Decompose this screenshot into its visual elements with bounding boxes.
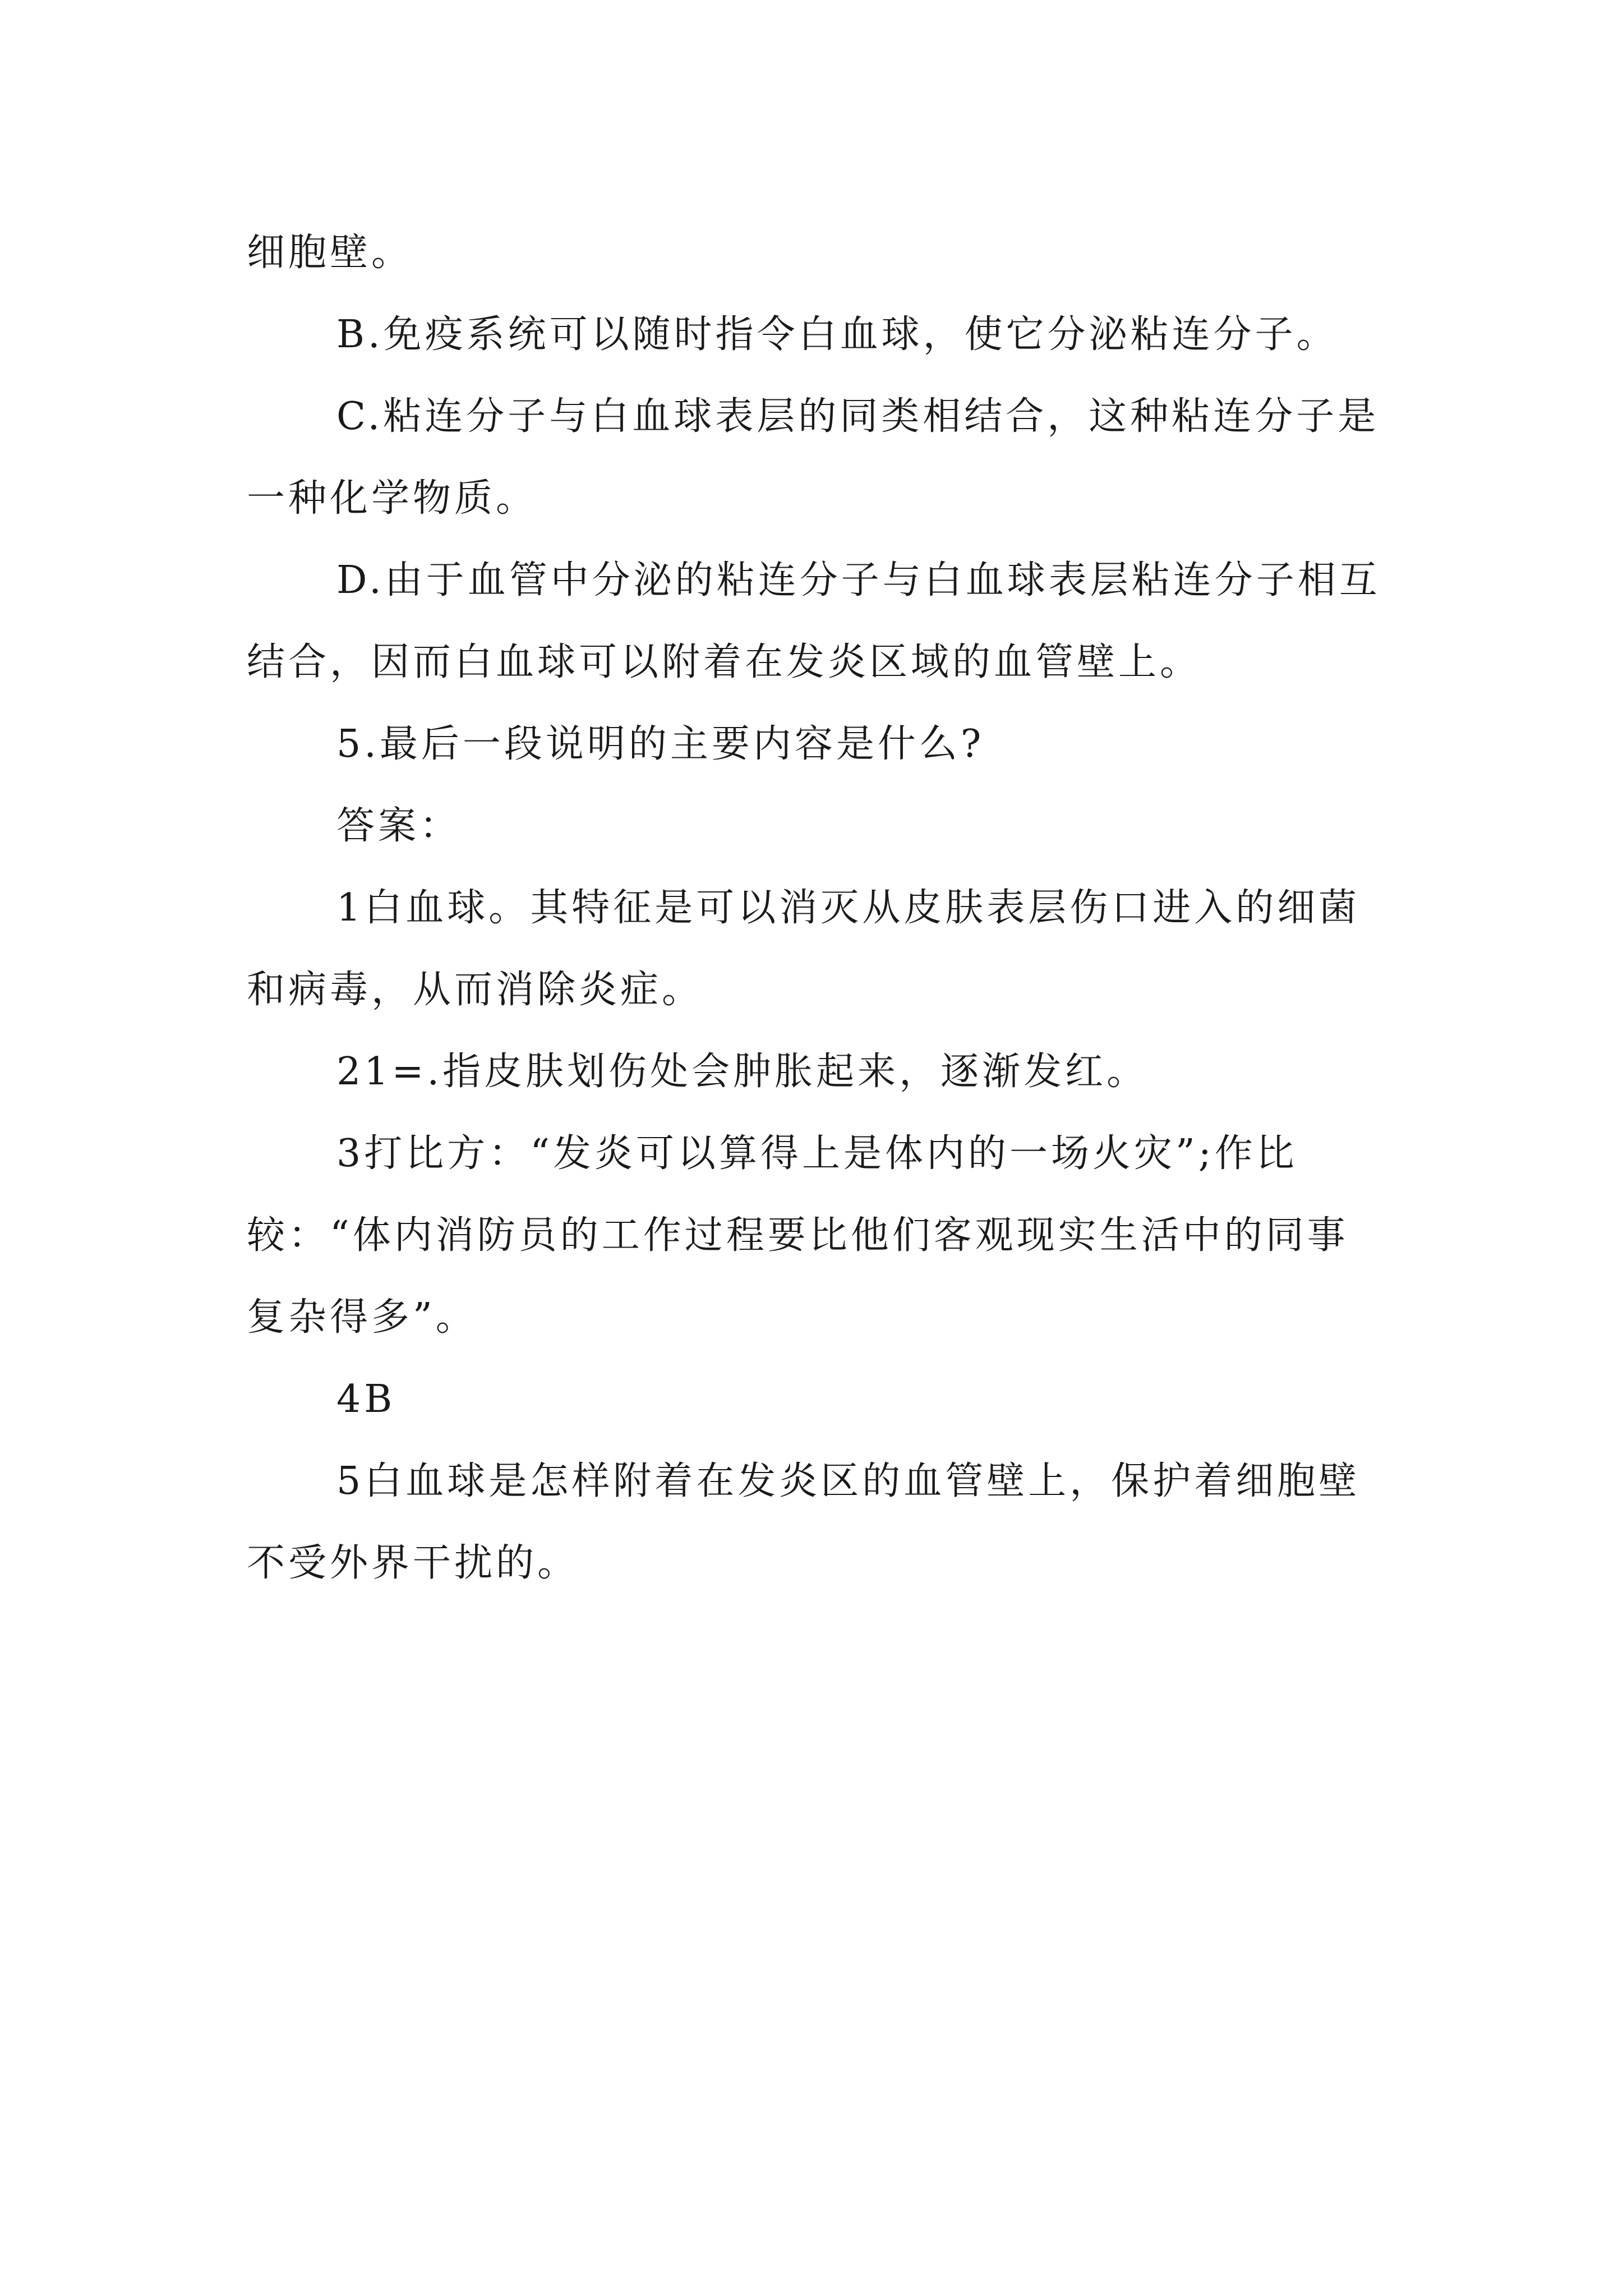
question-5: 5.最后一段说明的主要内容是什么? [336,722,985,766]
document-page [247,212,1385,1604]
option-c: C.粘连分子与白血球表层的同类相结合，这种粘连分子是一种化学物质。 [247,394,1380,521]
answer-5: 5白血球是怎样附着在发炎区的血管壁上，保护着细胞壁不受外界干扰的。 [247,1459,1361,1585]
answer-heading: 答案： [336,804,462,848]
answer-2: 21=.指皮肤划伤处会肿胀起来，逐渐发红。 [336,1050,1149,1094]
answer-4: 4B [336,1377,396,1421]
option-d: D.由于血管中分泌的粘连分子与白血球表层粘连分子相互结合，因而白血球可以附着在发炎区域的血管壁上。 [247,558,1381,684]
answer-3: 3打比方：“发炎可以算得上是体内的一场火灾”;作比较：“体内消防员的工作过程要比他们客观现实生活中的同事复杂得多”。 [247,1131,1349,1340]
answer-1: 1白血球。其特征是可以消灭从皮肤表层伤口进入的细菌和病毒，从而消除炎症。 [247,886,1361,1012]
option-b: B.免疫系统可以随时指令白血球，使它分泌粘连分子。 [336,312,1338,357]
paragraph-continuation: 细胞壁。 [247,231,413,275]
